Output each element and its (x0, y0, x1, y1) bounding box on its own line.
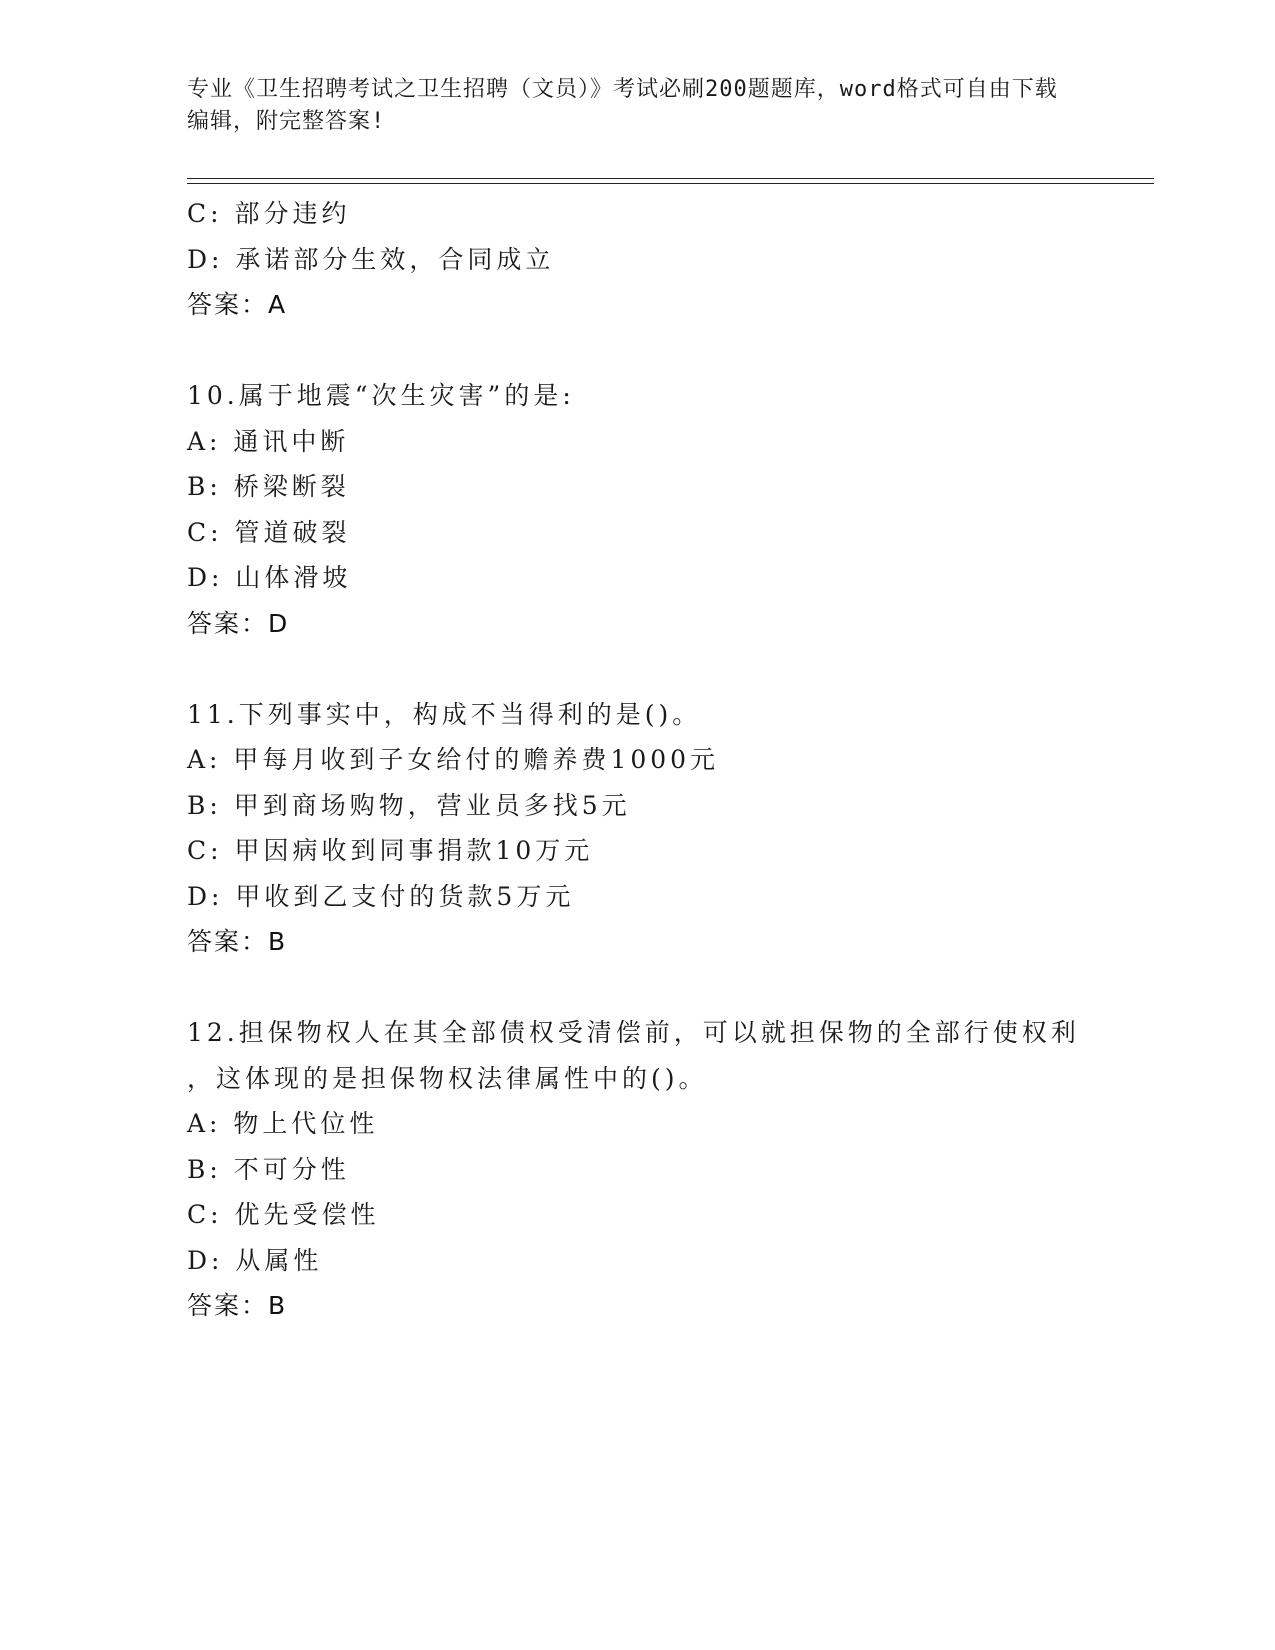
question-12 (187, 1010, 1087, 1329)
question-text-line-1: 12.担保物权人在其全部债权受清偿前，可以就担保物的全部行使权利 (187, 1018, 1080, 1047)
answer-line: 答案：D (187, 608, 290, 638)
spacer (187, 646, 1087, 692)
answer-line: 答案：B (187, 927, 288, 956)
option-b: B: 甲到商场购物，营业员多找5元 (187, 790, 631, 820)
spacer (187, 965, 1087, 1011)
header-rule-top (187, 178, 1154, 179)
question-11 (187, 692, 1087, 965)
option-d: D: 从属性 (187, 1245, 323, 1275)
header-rule-bottom (187, 183, 1154, 184)
option-c: C: 甲因病收到同事捐款10万元 (187, 836, 594, 865)
answer-line: 答案：B (187, 1291, 288, 1320)
question-text-line-2: ，这体现的是担保物权法律属性中的()。 (187, 1063, 708, 1093)
question-10 (187, 373, 1087, 646)
option-a: A: 甲每月收到子女给付的赡养费1000元 (187, 745, 720, 774)
option-b: B: 桥梁断裂 (187, 472, 350, 501)
question-list (187, 191, 1087, 1329)
option-d: D: 山体滑坡 (187, 563, 352, 592)
option-a: A: 通讯中断 (187, 426, 350, 456)
question-text: 10.属于地震“次生灾害”的是: (187, 381, 575, 410)
spacer (187, 328, 1087, 374)
option-d: D: 甲收到乙支付的货款5万元 (187, 881, 575, 911)
option-d: D: 承诺部分生效，合同成立 (187, 244, 555, 274)
question-9-tail (187, 191, 1087, 328)
option-a: A: 物上代位性 (187, 1109, 379, 1138)
option-b: B: 不可分性 (187, 1154, 350, 1184)
option-c: C: 管道破裂 (187, 517, 351, 547)
question-text: 11.下列事实中，构成不当得利的是()。 (187, 699, 702, 729)
option-c: C: 部分违约 (187, 199, 351, 228)
document-header: 专业《卫生招聘考试之卫生招聘（文员）》考试必刷200题题库，word格式可自由下载编辑，附完整答案! (187, 77, 1058, 134)
answer-line: 答案：A (187, 290, 288, 319)
option-c: C: 优先受偿性 (187, 1200, 380, 1229)
